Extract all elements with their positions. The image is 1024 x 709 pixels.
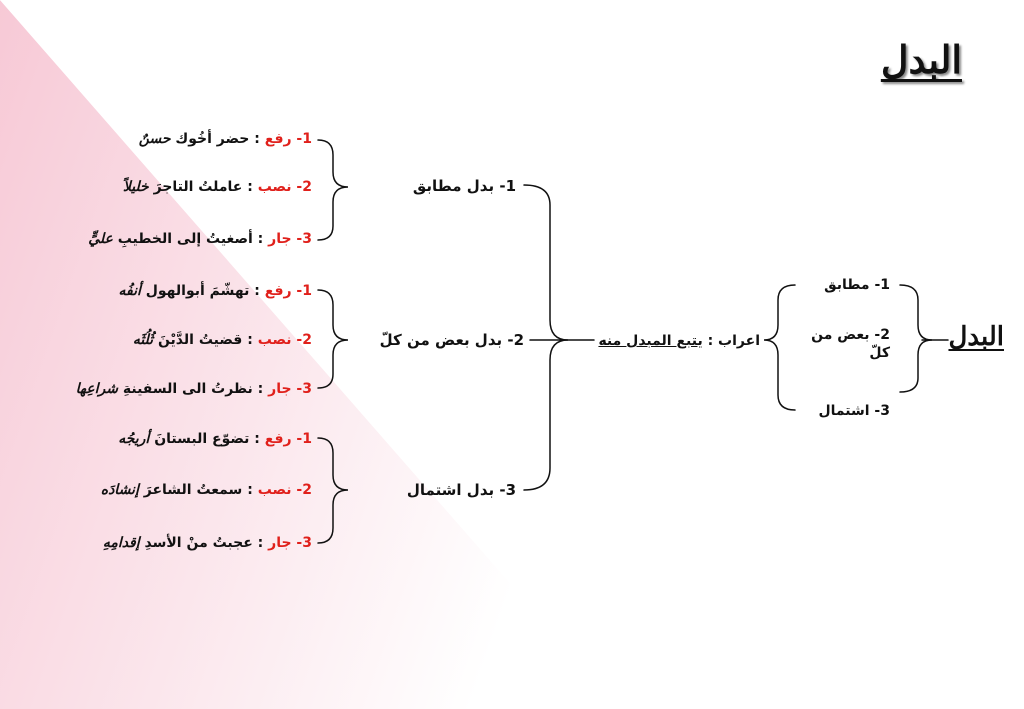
examples-brace-3: [318, 438, 348, 543]
branches-brace: [524, 185, 568, 490]
example-sentence: سمعتُ الشاعرَ: [138, 482, 243, 498]
example-badal: خليلاً: [122, 179, 149, 195]
example-sentence: عاملتُ التاجرَ: [148, 179, 243, 195]
example-row: 3- جار : عجبتُ منْ الأسدِ إقدامِهِ: [102, 535, 312, 551]
example-sentence: قضيتُ الدَّيْنَ: [153, 332, 243, 348]
example-badal: حسنٌ: [138, 131, 171, 147]
example-row: 3- جار : نظرتُ الى السفينةِ شراعِها: [75, 381, 312, 397]
example-badal: أنفُه: [118, 283, 141, 299]
example-badal: إقدامِهِ: [102, 535, 140, 551]
example-badal: إنشادَه: [100, 482, 139, 498]
iraab-prefix: اعراب :: [702, 333, 760, 349]
case-label: 1- رفع: [264, 283, 312, 299]
case-label: 3- جار: [268, 535, 312, 551]
example-sentence: تهشّمَ أبوالهول: [140, 283, 250, 299]
case-label: 2- نصب: [257, 179, 312, 195]
examples-brace-1: [318, 140, 348, 240]
example-badal: ثُلُثَه: [132, 332, 154, 348]
case-label: 2- نصب: [257, 332, 312, 348]
branch-label-mutabiq: 1- بدل مطابق: [412, 177, 516, 195]
example-row: 1- رفع : حضر أخُوك حسنٌ: [138, 131, 312, 147]
case-label: 3- جار: [268, 381, 312, 397]
type-mutabiq: 1- مطابق: [824, 277, 890, 293]
example-sentence: حضر أخُوك: [170, 131, 250, 147]
iraab-value: يتبع المبدل منه: [598, 333, 703, 349]
branch-label-ishtimal: 3- بدل اشتمال: [406, 481, 516, 499]
types-brace: [900, 285, 932, 392]
example-row: 1- رفع : تضوّع البستانَ أريجُه: [118, 431, 312, 447]
example-row: 3- جار : أصغيتُ إلى الخطيبِ عليٍّ: [88, 231, 312, 247]
case-label: 3- جار: [268, 231, 312, 247]
case-label: 2- نصب: [257, 482, 312, 498]
case-label: 1- رفع: [264, 131, 312, 147]
example-row: 2- نصب : سمعتُ الشاعرَ إنشادَه: [100, 482, 312, 498]
page-title: البدل: [880, 37, 962, 82]
iraab-brace: [764, 285, 795, 410]
branch-label-baad: 2- بدل بعض من كلّ: [379, 331, 524, 349]
example-row: 2- نصب : عاملتُ التاجرَ خليلاً: [122, 179, 312, 195]
type-baad-min-kull-label: 2- بعض من كلّ: [811, 327, 890, 361]
example-badal: شراعِها: [75, 381, 118, 397]
type-baad-min-kull: [810, 326, 890, 362]
example-sentence: نظرتُ الى السفينةِ: [117, 381, 253, 397]
example-row: 1- رفع : تهشّمَ أبوالهول أنفُه: [118, 283, 312, 299]
example-badal: أريجُه: [118, 431, 150, 447]
examples-brace-2: [318, 290, 348, 388]
example-sentence: عجبتُ منْ الأسدِ: [139, 535, 253, 551]
iraab-label: [598, 332, 760, 350]
example-row: 2- نصب : قضيتُ الدَّيْنَ ثُلُثَه: [132, 332, 312, 348]
example-sentence: أصغيتُ إلى الخطيبِ: [112, 231, 253, 247]
type-ishtimal: 3- اشتمال: [818, 403, 890, 419]
example-badal: عليٍّ: [88, 231, 113, 247]
root-node: البدل: [948, 322, 1004, 352]
case-label: 1- رفع: [264, 431, 312, 447]
example-sentence: تضوّع البستانَ: [149, 431, 250, 447]
